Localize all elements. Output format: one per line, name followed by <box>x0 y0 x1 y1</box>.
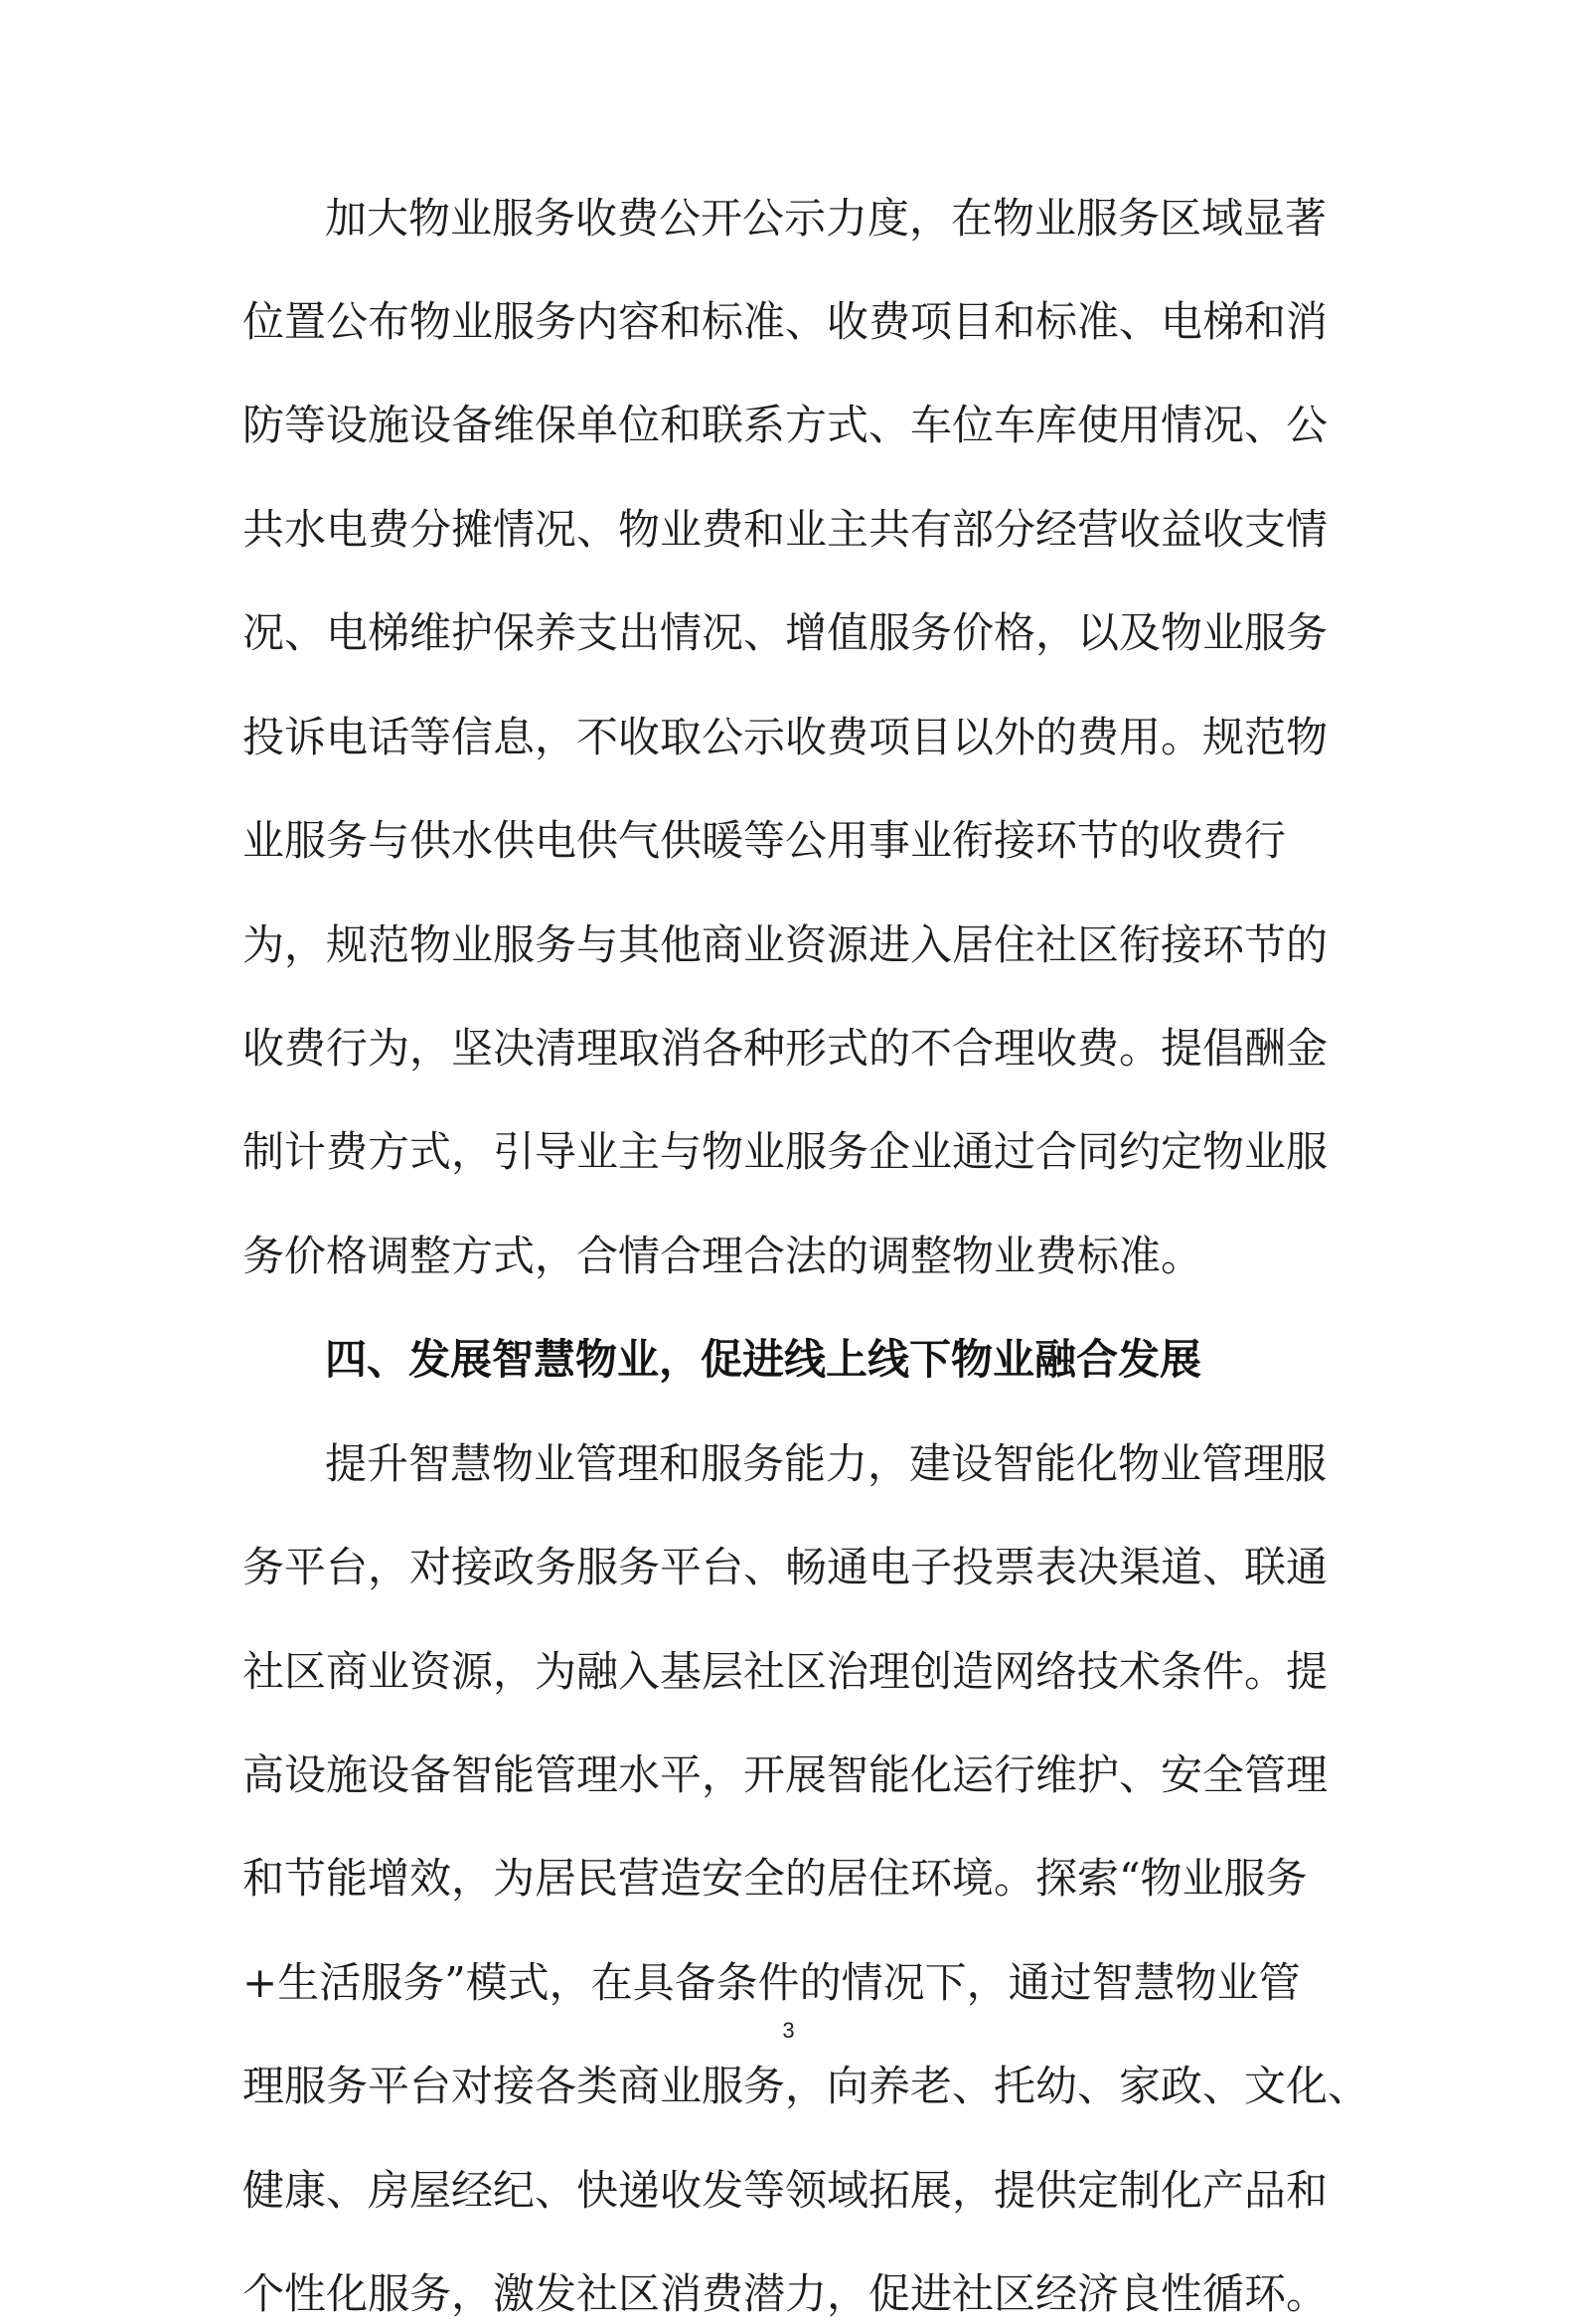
text-line: 务价格调整方式，合情合理合法的调整物业费标准。 <box>242 1232 1203 1280</box>
text-line: 收费行为，坚决清理取消各种形式的不合理收费。提倡酬金 <box>242 1024 1329 1073</box>
paragraph-1-line-2 <box>0 292 1577 352</box>
text-line: 况、电梯维护保养支出情况、增值服务价格，以及物业服务 <box>242 608 1329 657</box>
text-line: 个性化服务，激发社区消费潜力，促进社区经济良性循环。 <box>242 2269 1329 2318</box>
section-heading <box>0 1330 1577 1390</box>
section-heading-text: 四、发展智慧物业，促进线上线下物业融合发展 <box>325 1335 1202 1384</box>
paragraph-2-line-1 <box>0 1434 1577 1494</box>
text-line: 加大物业服务收费公开公示力度，在物业服务区域显著 <box>325 194 1328 243</box>
text-line: 提升智慧物业管理和服务能力，建设智能化物业管理服 <box>325 1439 1328 1488</box>
paragraph-2-line-2 <box>0 1538 1577 1597</box>
text-line: 为，规范物业服务与其他商业资源进入居住社区衔接环节的 <box>242 920 1329 969</box>
paragraph-1-line-1 <box>0 189 1577 249</box>
paragraph-1-line-7 <box>0 811 1577 871</box>
text-line: 业服务与供水供电供气供暖等公用事业衔接环节的收费行 <box>242 816 1287 865</box>
text-line: 共水电费分摊情况、物业费和业主共有部分经营收益收支情 <box>242 505 1329 554</box>
text-line: 理服务平台对接各类商业服务，向养老、托幼、家政、文化、 <box>242 2062 1370 2110</box>
paragraph-1-line-8 <box>0 915 1577 975</box>
paragraph-2-line-8 <box>0 2161 1577 2221</box>
paragraph-2-line-6 <box>0 1953 1577 2013</box>
text-line: 位置公布物业服务内容和标准、收费项目和标准、电梯和消 <box>242 297 1329 346</box>
paragraph-2-line-5 <box>0 1849 1577 1909</box>
paragraph-1-line-11 <box>0 1227 1577 1286</box>
paragraph-1-line-3 <box>0 396 1577 455</box>
text-line: 制计费方式，引导业主与物业服务企业通过合同约定物业服 <box>242 1127 1329 1176</box>
paragraph-2-line-7 <box>0 2057 1577 2116</box>
paragraph-2-line-3 <box>0 1642 1577 1702</box>
paragraph-1-line-10 <box>0 1122 1577 1182</box>
paragraph-1-line-9 <box>0 1019 1577 1079</box>
paragraph-2-line-9 <box>0 2264 1577 2324</box>
text-line: +生活服务”模式，在具备条件的情况下，通过智慧物业管 <box>242 1958 1301 2007</box>
text-line: 投诉电话等信息，不收取公示收费项目以外的费用。规范物 <box>242 713 1329 761</box>
paragraph-1-line-6 <box>0 708 1577 767</box>
text-line: 和节能增效，为居民营造安全的居住环境。探索“物业服务 <box>242 1854 1308 1903</box>
paragraph-2-line-4 <box>0 1745 1577 1805</box>
text-line: 防等设施设备维保单位和联系方式、车位车库使用情况、公 <box>242 401 1329 449</box>
text-line: 社区商业资源，为融入基层社区治理创造网络技术条件。提 <box>242 1647 1329 1696</box>
text-line: 务平台，对接政务服务平台、畅通电子投票表决渠道、联通 <box>242 1543 1329 1591</box>
text-line: 健康、房屋经纪、快递收发等领域拓展，提供定制化产品和 <box>242 2166 1329 2215</box>
paragraph-1-line-4 <box>0 500 1577 560</box>
page-number: 3 <box>782 2018 795 2043</box>
paragraph-1-line-5 <box>0 603 1577 663</box>
text-line: 高设施设备智能管理水平，开展智能化运行维护、安全管理 <box>242 1750 1329 1799</box>
